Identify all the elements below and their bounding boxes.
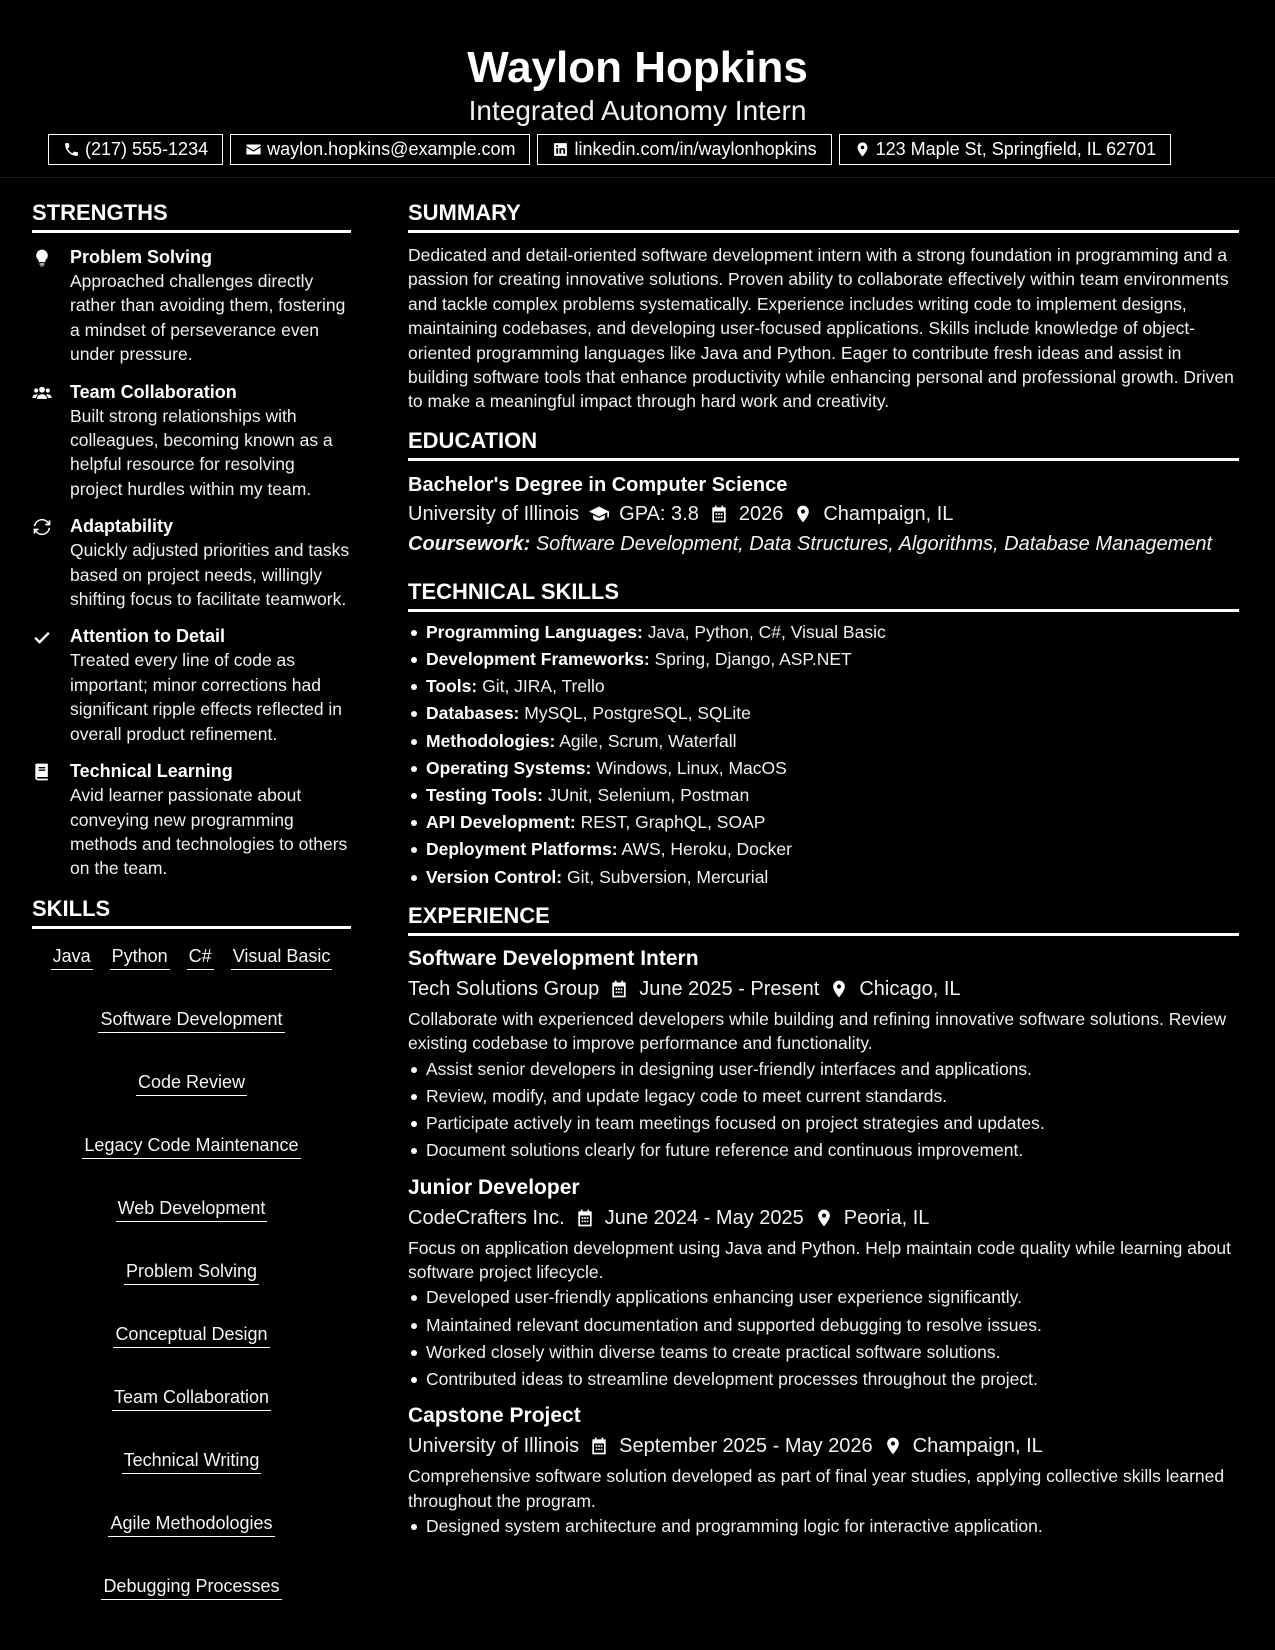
skill-tag: Web Development — [116, 1197, 268, 1222]
coursework-label: Coursework: — [408, 532, 531, 555]
skill-value: REST, GraphQL, SOAP — [580, 812, 766, 833]
skill-tag: Agile Methodologies — [108, 1512, 274, 1537]
job-meta — [408, 974, 1239, 1004]
strength-desc: Built strong relationships with colleagues, becoming known as a helpful resource for resolving project hurdles within my team. — [70, 405, 333, 499]
job-bullets — [408, 1284, 1239, 1393]
contact-linkedin-text: linkedin.com/in/waylonhopkins — [574, 139, 817, 159]
contact-linkedin[interactable] — [537, 134, 831, 165]
job-desc: Comprehensive software solution developed as part of final year studies, applying collective skills learned throughout the program. — [408, 1466, 1225, 1511]
job-location: Chicago, IL — [859, 977, 961, 1000]
job-meta — [408, 1203, 1239, 1233]
envelope-icon — [245, 141, 262, 158]
strength-desc: Quickly adjusted priorities and tasks based on project needs, willingly shifting focus to facilitate teamwork. — [70, 540, 350, 610]
list-item — [408, 728, 1239, 755]
skill-tags — [32, 945, 351, 1600]
skill-value: AWS, Heroku, Docker — [621, 839, 792, 860]
skills-heading: SKILLS — [32, 894, 351, 929]
strengths-list — [32, 245, 351, 881]
job-desc: Collaborate with experienced developers while building and refining innovative software solutions. Review existing codebase to improve performance and functionality. — [408, 1008, 1227, 1054]
right-column — [408, 198, 1239, 1540]
strength-name: Problem Solving — [70, 247, 213, 267]
contact-bar — [48, 134, 1171, 166]
skill-tag: Technical Writing — [122, 1449, 262, 1474]
check-icon — [32, 627, 52, 647]
lightbulb-icon — [32, 248, 52, 268]
calendar-icon — [575, 1208, 595, 1228]
list-item — [408, 673, 1239, 700]
contact-email-text: waylon.hopkins@example.com — [267, 139, 516, 159]
calendar-icon — [589, 1436, 609, 1456]
coursework-list: Software Development, Data Structures, Algorithms, Database Management — [535, 532, 1213, 555]
list-item — [408, 646, 1239, 673]
technical-skills-section — [408, 577, 1239, 891]
strength-desc: Approached challenges directly rather than avoiding them, fostering a mindset of perseverance even under pressure. — [70, 271, 346, 365]
job-dates: September 2025 - May 2026 — [619, 1435, 873, 1458]
skill-label: Tools: — [426, 676, 478, 697]
list-item: Assist senior developers in designing user-friendly interfaces and applications. — [408, 1056, 1239, 1083]
contact-email[interactable] — [230, 134, 530, 165]
list-item — [408, 700, 1239, 727]
summary-heading: SUMMARY — [408, 198, 1239, 233]
strength-name: Team Collaboration — [70, 381, 237, 402]
job-org: CodeCrafters Inc. — [408, 1206, 565, 1229]
list-item: Maintained relevant documentation and supported debugging to resolve issues. — [408, 1312, 1239, 1339]
left-column — [32, 198, 351, 1600]
skill-tag: Python — [110, 945, 170, 970]
job-entry — [408, 944, 1239, 1165]
job-entry — [408, 1173, 1239, 1394]
calendar-icon — [609, 979, 629, 999]
skill-value: Git, Subversion, Mercurial — [567, 866, 769, 887]
strength-item — [32, 624, 351, 746]
list-item: Designed system architecture and programming logic for interactive application. — [408, 1513, 1239, 1540]
skill-label: Databases: — [426, 703, 520, 724]
technical-skills-heading: TECHNICAL SKILLS — [408, 577, 1239, 612]
skill-value: JUnit, Selenium, Postman — [547, 785, 750, 806]
degree-title: Bachelor's Degree in Computer Science — [408, 473, 788, 496]
experience-heading: EXPERIENCE — [408, 901, 1239, 936]
list-item: Document solutions clearly for future reference and continuous improvement. — [408, 1137, 1239, 1164]
job-desc: Focus on application development using Java and Python. Help maintain code quality while learning about software project lifecycle. — [408, 1237, 1232, 1282]
skill-label: API Development: — [426, 812, 576, 833]
job-org: University of Illinois — [408, 1435, 580, 1458]
list-item: Worked closely within diverse teams to create practical software solutions. — [408, 1339, 1239, 1366]
strength-name: Adaptability — [70, 516, 174, 537]
skill-tag: C# — [187, 945, 214, 970]
list-item — [408, 755, 1239, 782]
map-marker-icon — [854, 141, 871, 158]
skill-tag: Software Development — [98, 1008, 284, 1033]
job-bullets — [408, 1513, 1239, 1540]
experience-section — [408, 901, 1239, 1540]
candidate-name: Waylon Hopkins — [467, 43, 808, 92]
skill-value: Windows, Linux, MacOS — [596, 757, 787, 778]
education-section — [408, 426, 1239, 559]
job-org: Tech Solutions Group — [408, 977, 600, 1000]
skill-label: Version Control: — [426, 866, 563, 887]
users-icon — [32, 383, 52, 403]
skill-label: Development Frameworks: — [426, 649, 650, 670]
job-location: Champaign, IL — [912, 1435, 1043, 1458]
skill-label: Testing Tools: — [426, 785, 543, 806]
strength-item — [32, 245, 351, 367]
strength-item — [32, 514, 351, 611]
school-name: University of Illinois — [408, 502, 580, 525]
resume-header — [0, 0, 1275, 178]
education-heading: EDUCATION — [408, 426, 1239, 461]
strength-name: Technical Learning — [70, 761, 233, 782]
skill-value: MySQL, PostgreSQL, SQLite — [524, 703, 751, 724]
job-entry — [408, 1401, 1239, 1540]
map-marker-icon — [814, 1208, 834, 1228]
coursework — [408, 529, 1239, 559]
skill-tag: Debugging Processes — [101, 1575, 281, 1600]
skill-tag: Legacy Code Maintenance — [82, 1134, 300, 1159]
phone-icon — [63, 141, 80, 158]
job-dates: June 2024 - May 2025 — [604, 1206, 804, 1229]
strength-item — [32, 380, 351, 502]
list-item — [408, 864, 1239, 891]
linkedin-icon — [552, 141, 569, 158]
skill-label: Methodologies: — [426, 730, 556, 751]
job-title: Junior Developer — [408, 1175, 580, 1199]
job-location: Peoria, IL — [843, 1206, 930, 1229]
skill-tag: Conceptual Design — [113, 1323, 269, 1348]
job-dates: June 2025 - Present — [639, 977, 820, 1000]
candidate-title: Integrated Autonomy Intern — [468, 95, 807, 126]
skill-value: Java, Python, C#, Visual Basic — [647, 621, 886, 642]
strength-name: Attention to Detail — [70, 626, 225, 647]
strength-desc: Avid learner passionate about conveying new programming methods and technologies to others on the team. — [70, 785, 348, 879]
list-item: Developed user-friendly applications enhancing user experience significantly. — [408, 1284, 1239, 1311]
contact-address-text: 123 Maple St, Springfield, IL 62701 — [875, 139, 1157, 159]
skills-section — [32, 894, 351, 1600]
map-marker-icon — [829, 979, 849, 999]
strength-desc: Treated every line of code as important; minor corrections had significant ripple effects reflected in overall product refinement. — [70, 650, 343, 744]
gpa: GPA: 3.8 — [619, 502, 699, 525]
education-location: Champaign, IL — [823, 502, 954, 525]
contact-address[interactable] — [839, 134, 1172, 165]
list-item — [408, 782, 1239, 809]
skill-label: Deployment Platforms: — [426, 839, 618, 860]
contact-phone[interactable] — [48, 134, 223, 165]
skill-tag: Team Collaboration — [112, 1386, 271, 1411]
strengths-heading: STRENGTHS — [32, 198, 351, 233]
book-icon — [32, 762, 52, 782]
skill-tag: Visual Basic — [231, 945, 333, 970]
skill-label: Operating Systems: — [426, 757, 592, 778]
skill-value: Spring, Django, ASP.NET — [654, 649, 852, 670]
strength-item — [32, 759, 351, 881]
skill-value: Agile, Scrum, Waterfall — [559, 730, 737, 751]
skill-value: Git, JIRA, Trello — [482, 676, 605, 697]
list-item — [408, 619, 1239, 646]
sync-icon — [32, 517, 52, 537]
graduation-cap-icon — [589, 504, 609, 524]
summary-text: Dedicated and detail-oriented software development intern with a strong foundation in programming and a passion for creating innovative solutions. Proven ability to collaborate effectively within team environments and tackle complex problems systematically. Experience includes writing code to implement designs, maintaining codebases, and developing user-focused applications. Skills include knowledge of object-oriented programming languages like Java and Python. Eager to contribute fresh ideas and assist in building software tools that enhance productivity while enhancing personal and professional growth. Driven to make a meaningful impact through hard work and creativity. — [408, 245, 1234, 412]
skill-tag: Code Review — [136, 1071, 247, 1096]
list-item — [408, 809, 1239, 836]
education-meta — [408, 499, 1239, 529]
list-item — [408, 836, 1239, 863]
calendar-icon — [709, 504, 729, 524]
map-marker-icon — [883, 1436, 903, 1456]
skill-label: Programming Languages: — [426, 621, 643, 642]
map-marker-icon — [793, 504, 813, 524]
job-bullets — [408, 1056, 1239, 1165]
contact-phone-text: (217) 555-1234 — [85, 139, 209, 159]
graduation-year: 2026 — [738, 502, 784, 525]
list-item: Review, modify, and update legacy code to meet current standards. — [408, 1083, 1239, 1110]
job-title: Software Development Intern — [408, 946, 699, 970]
job-meta — [408, 1431, 1239, 1461]
job-title: Capstone Project — [408, 1404, 581, 1428]
list-item: Contributed ideas to streamline development processes throughout the project. — [408, 1366, 1239, 1393]
skill-tag: Java — [51, 945, 93, 970]
skill-tag: Problem Solving — [124, 1260, 259, 1285]
technical-skills-list — [408, 619, 1239, 891]
list-item: Participate actively in team meetings focused on project strategies and updates. — [408, 1110, 1239, 1137]
